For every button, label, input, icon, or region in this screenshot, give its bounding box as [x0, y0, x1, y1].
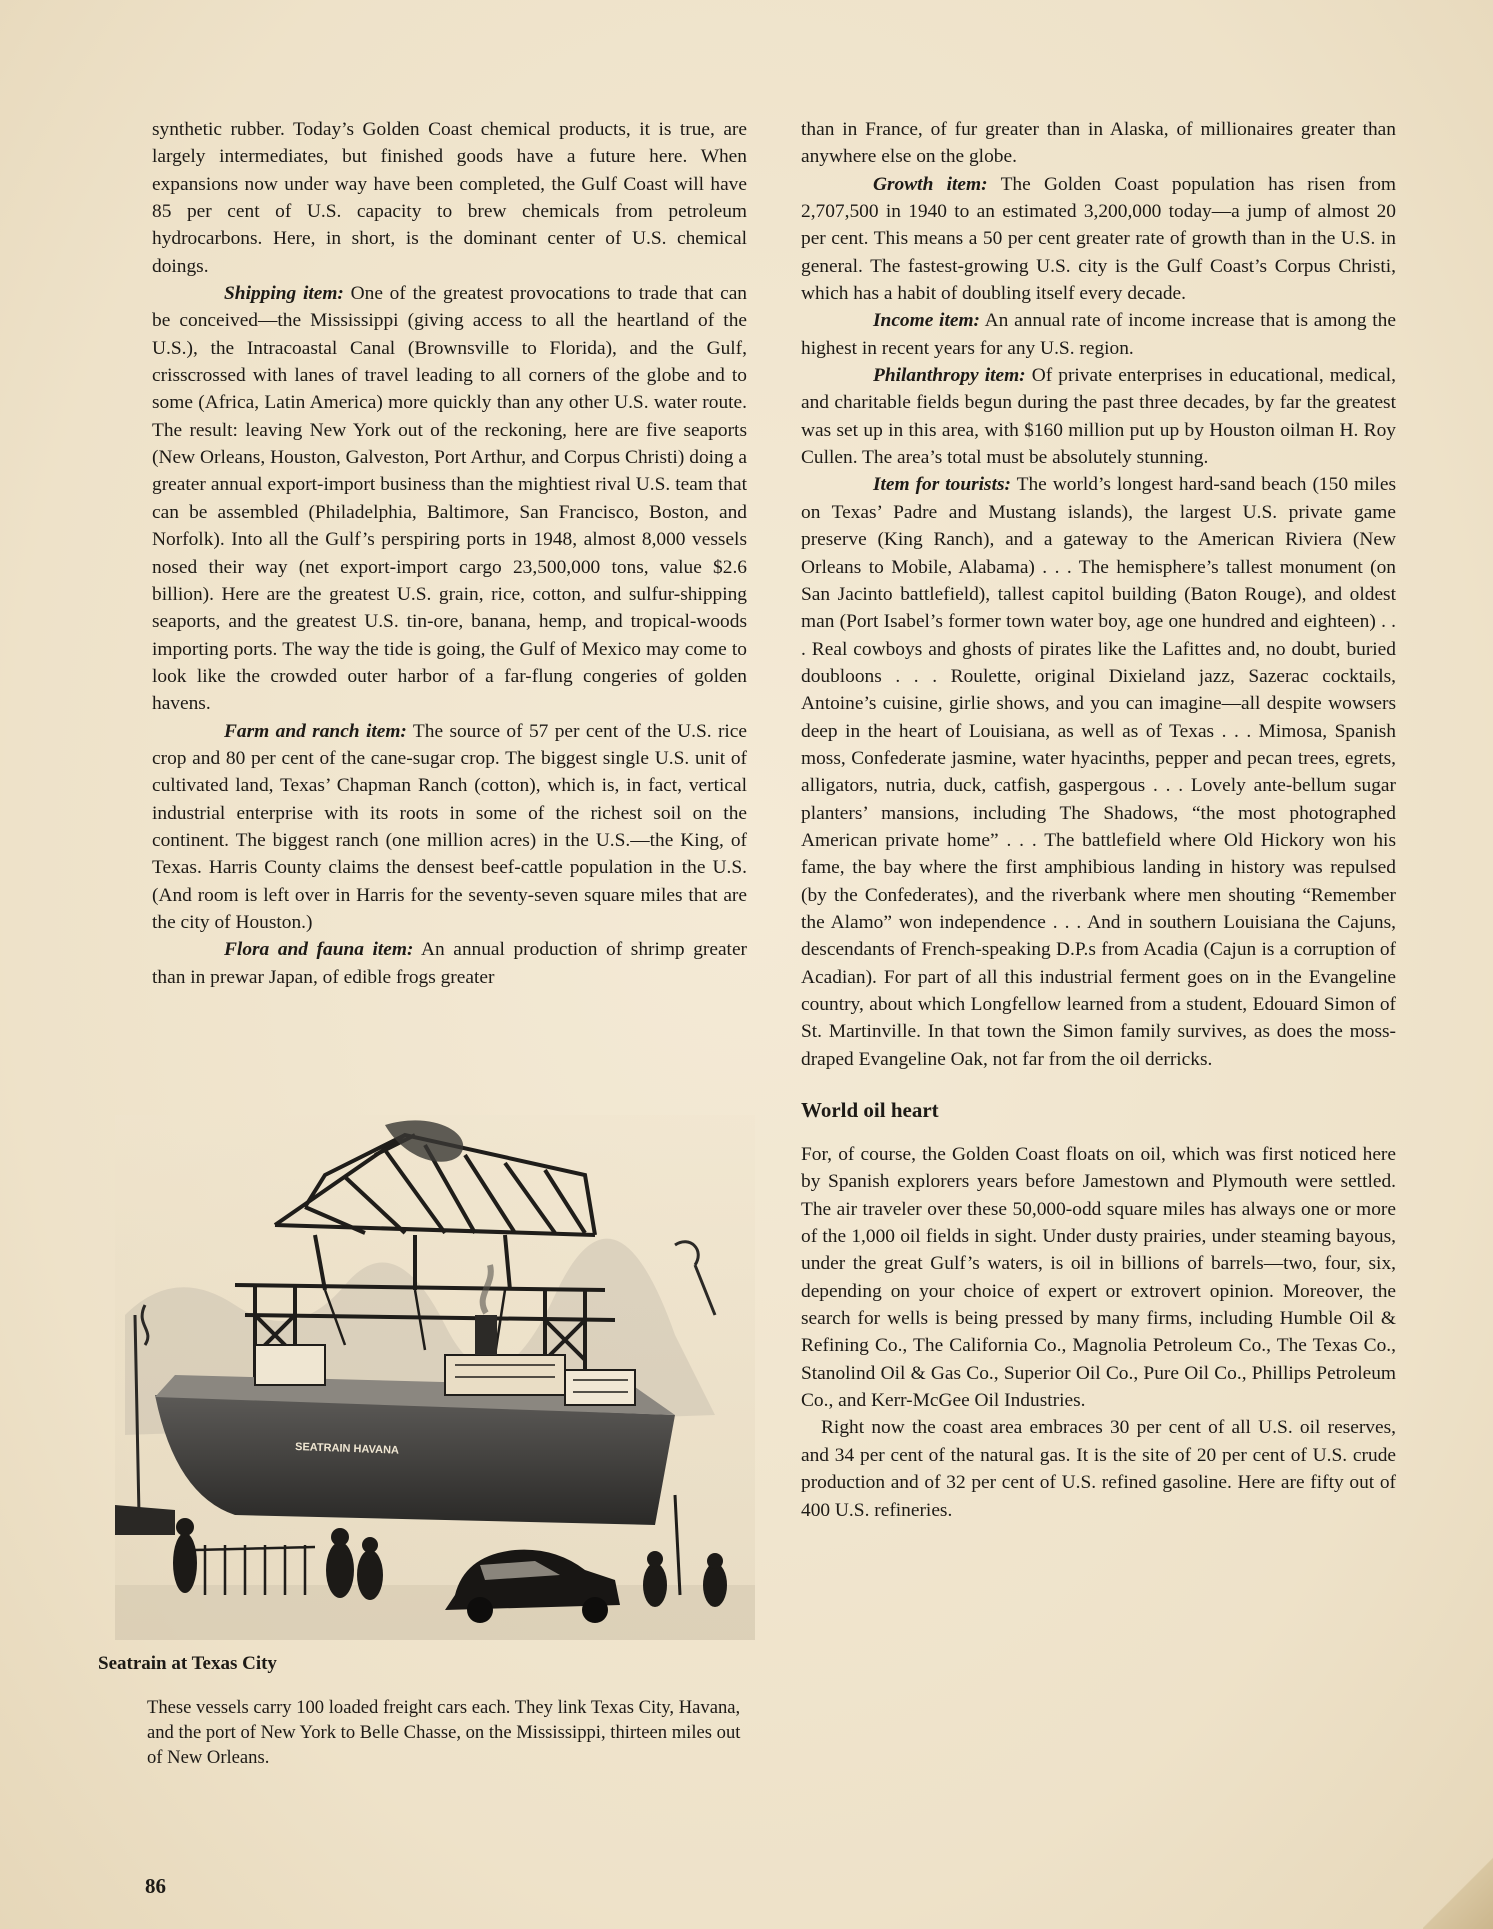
paragraph-flora-fauna — [152, 936, 747, 991]
paragraph-farm-ranch — [152, 718, 747, 937]
text-flora-fauna-item: An annual production of shrimp greater than in prewar Japan, of edible frogs greater — [152, 939, 748, 988]
lead-philanthropy-item: Philanthropy item: — [873, 365, 1026, 387]
seatrain-illustration — [115, 1115, 755, 1640]
ship-hull — [155, 1395, 675, 1525]
paragraph-growth — [801, 171, 1396, 308]
paragraph-flora-fauna-continued: than in France, of fur greater than in Alaska, of millionaires greater than anywhere else on the globe. — [801, 119, 1396, 168]
caption-title: Seatrain at Texas City — [98, 1653, 277, 1674]
lead-growth-item: Growth item: — [873, 173, 988, 195]
text-philanthropy-item: Of private enterprises in educational, medical, and charitable fields begun during the past three decades, by far the greatest was set up in this area, with $160 million put up by Houston oilman H. Roy Cullen. The area’s total must be absolutely stunning. — [801, 365, 1396, 469]
page-number: 86 — [145, 1874, 166, 1898]
page-corner-fold — [1423, 1839, 1493, 1929]
caption-text: These vessels carry 100 loaded freight cars each. They link Texas City, Havana, and the port of New York to Belle Chasse, on the Mississippi, thirteen miles out of New Orleans. — [147, 1697, 741, 1768]
lead-tourists-item: Item for tourists: — [873, 474, 1011, 496]
text-income-item: An annual rate of income increase that is among the highest in recent years for any U.S. region. — [801, 310, 1396, 359]
lead-flora-fauna-item: Flora and fauna item: — [224, 939, 414, 961]
lead-farm-ranch-item: Farm and ranch item: — [224, 720, 407, 742]
lead-shipping-item: Shipping item: — [224, 283, 344, 305]
paragraph-philanthropy — [801, 362, 1396, 471]
left-column — [152, 116, 747, 991]
lead-income-item: Income item: — [873, 310, 980, 332]
hull-lettering: SEATRAIN HAVANA — [294, 1441, 400, 1457]
text-shipping-item: One of the greatest provocations to trade that can be conceived—the Mississippi (giving access to all the heartland of the U.S.), the Intracoastal Canal (Brownsville to Florida), and the Gulf, crisscrossed with lanes of travel leading to all corners of the globe and to some (Africa, Latin America) more quickly than any other U.S. water route. The result: leaving New York out of the reckoning, here are five seaports (New Orleans, Houston, Galveston, Port Arthur, and Corpus Christi) doing a greater annual export-import business than the mightiest rival U.S. team that can be assembled (Philadelphia, Baltimore, San Francisco, Boston, and Norfolk). Into all the Gulf’s perspiring ports in 1948, almost 8,000 vessels nosed their way (net export-import cargo 23,500,000 tons, value $2.6 billion). Here are the greatest U.S. grain, rice, cotton, and sulfur-shipping seaports, and the greatest U.S. tin-ore, banana, hemp, and tropical-woods importing ports. The way the tide is going, the Gulf of Mexico may come to look like the crowded outer harbor of a far-flung congeries of golden havens. — [152, 283, 747, 715]
paragraph-tourists — [801, 471, 1396, 1073]
paragraph-reserves: Right now the coast area embraces 30 per cent of all U.S. oil reserves, and 34 per cent of the natural gas. It is the site of 20 per cent of U.S. crude production and of 32 per cent of U.S. refined gasoline. Here are fifty out of 400 U.S. refineries. — [801, 1417, 1396, 1521]
text-tourists-item: The world’s longest hard-sand beach (150 miles on Texas’ Padre and Mustang islands), the largest U.S. private game preserve (King Ranch), and a gateway to the American Riviera (New Orleans to Mobile, Alabama) . . . The hemisphere’s tallest monument (on San Jacinto battlefield), tallest capitol building (Baton Rouge), and oldest man (Port Isabel’s former town water boy, age one hundred and eighteen) . . . Real cowboys and ghosts of pirates like the Lafittes and, no doubt, buried doubloons . . . Roulette, original Dixieland jazz, Sazerac cocktails, Antoine’s cuisine, girlie shows, and you can imagine—all despite wowsers deep in the heart of Louisiana, as well as of Texas . . . Mimosa, Spanish moss, Confederate jasmine, water hyacinths, pepper and pecan trees, egrets, alligators, nutria, duck, catfish, gaspergous . . . Lovely ante-bellum sugar planters’ mansions, including The Shadows, “the most photographed American private home” . . . The battlefield where Old Hickory won his fame, the bay where the first amphibious landing in history was repulsed (by the Confederates), and the riverbank where men shouting “Remember the Alamo” won independence . . . And in southern Louisiana the Cajuns, descendants of French-speaking D.P.s from Acadia (Cajun is a corruption of Acadian). For part of all this industrial ferment goes on in the Evangeline country, about which Longfellow learned from a student, Edouard Simon of St. Martinville. In that town the Simon family survives, as does the moss-draped Evangeline Oak, not far from the oil derricks. — [801, 474, 1396, 1070]
text-growth-item: The Golden Coast population has risen from 2,707,500 in 1940 to an estimated 3,200,000 today—a jump of almost 20 per cent. This means a 50 per cent greater rate of growth than in the U.S. in general. The fastest-growing U.S. city is the Gulf Coast’s Corpus Christi, which has a habit of doubling itself every decade. — [801, 173, 1396, 305]
paragraph-oil: For, of course, the Golden Coast floats on oil, which was first noticed here by Spanish explorers years before Jamestown and Plymouth were settled. The air traveler over these 50,000-odd square miles has always one or more of the 1,000 oil fields in sight. Under dusty prairies, under steaming bayous, under the great Gulf’s waters, is oil in billions of barrels—two, four, six, depending on your choice of expert or extrovert opinion. Moreover, the search for wells is being pressed by many firms, including Humble Oil & Refining Co., The California Co., Magnolia Petroleum Co., The Texas Co., Stanolind Oil & Gas Co., Superior Oil Co., Pure Oil Co., Phillips Petroleum Co., and Kerr-McGee Oil Industries. — [801, 1144, 1396, 1412]
text-farm-ranch-item: The source of 57 per cent of the U.S. rice crop and 80 per cent of the cane-sugar crop. The biggest single U.S. unit of cultivated land, Texas’ Chapman Ranch (cotton), which is, in fact, vertical industrial enterprise with its roots in some of the richest soil on the continent. The biggest ranch (one million acres) in the U.S.—the King, of Texas. Harris County claims the densest beef-cattle population in the U.S. (And room is left over in Harris for the seventy-seven square miles that are the city of Houston.) — [152, 720, 748, 933]
paragraph-income — [801, 307, 1396, 362]
paragraph-shipping — [152, 280, 747, 718]
section-heading-world-oil-heart: World oil heart — [801, 1098, 939, 1123]
paragraph-chemicals: synthetic rubber. Today’s Golden Coast chemical products, it is true, are largely intermediates, but finished goods have a future here. When expansions now under way have been completed, the Gulf Coast will have 85 per cent of U.S. capacity to brew chemicals from petroleum hydrocarbons. Here, in short, is the dominant center of U.S. chemical doings. — [152, 119, 747, 277]
right-column — [801, 116, 1396, 1524]
